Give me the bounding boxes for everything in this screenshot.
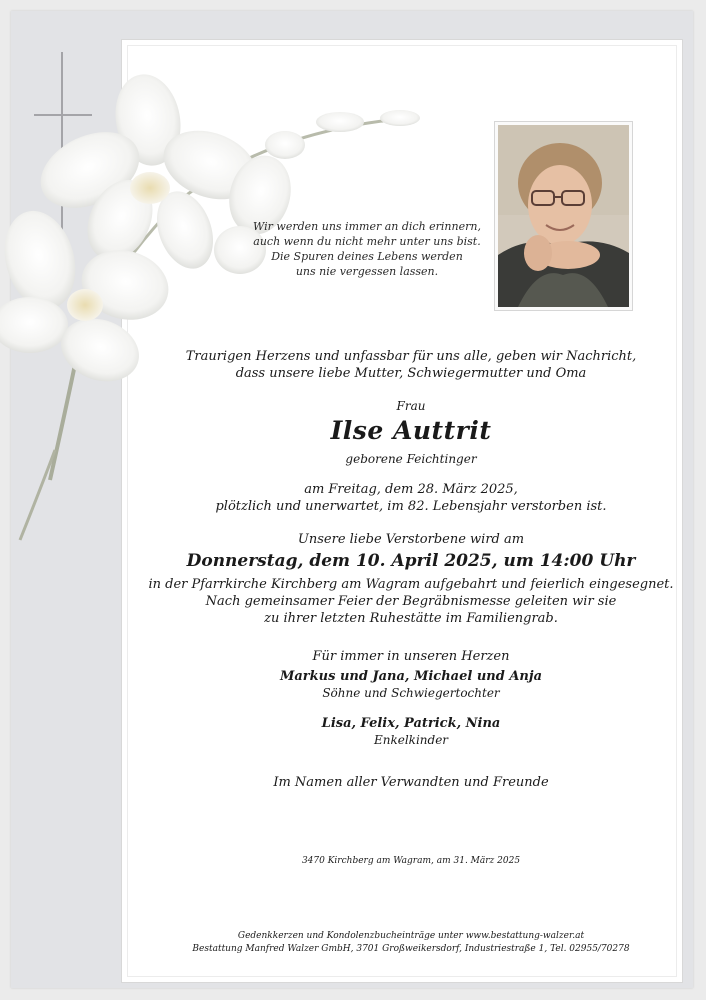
ceremony-date: Donnerstag, dem 10. April 2025, um 14:00 Uhr (186, 551, 636, 571)
memorial-poem (236, 219, 498, 279)
maiden-name: geborene Feichtinger (345, 452, 477, 466)
poem-line: uns nie vergessen lassen. (295, 265, 439, 278)
intro-line: dass unsere liebe Mutter, Schwiegermutter und Oma (235, 366, 587, 381)
closing-text: Im Namen aller Verwandten und Freunde (273, 775, 549, 790)
ceremony-line: Nach gemeinsamer Feier der Begräbnismesse geleiten wir sie (205, 594, 617, 609)
poem-line: Die Spuren deines Lebens werden (271, 250, 463, 263)
place-date: 3470 Kirchberg am Wagram, am 31. März 2025 (301, 856, 521, 866)
deceased-name: Ilse Auttrit (330, 416, 492, 445)
poem-line: auch wenn du nicht mehr unter uns bist. (253, 235, 481, 248)
intro-text (116, 348, 706, 382)
salutation: Frau (396, 399, 426, 413)
ceremony-details (116, 576, 706, 627)
ceremony-line: in der Pfarrkirche Kirchberg am Wagram aufgebahrt und feierlich eingesegnet. (148, 577, 674, 592)
death-line: am Freitag, dem 28. März 2025, (304, 482, 518, 497)
ceremony-line: zu ihrer letzten Ruhestätte im Familiengrab. (264, 611, 558, 626)
mourner-names: Markus und Jana, Michael und Anja (279, 669, 543, 684)
footer-line: Gedenkkerzen und Kondolenzbucheinträge unter www.bestattung-walzer.at (237, 931, 585, 941)
death-notice (116, 481, 706, 515)
death-line: plötzlich und unerwartet, im 82. Lebensjahr verstorben ist. (215, 499, 607, 514)
forever-text: Für immer in unseren Herzen (312, 649, 510, 664)
intro-line: Traurigen Herzens und unfassbar für uns alle, geben wir Nachricht, (185, 349, 637, 364)
mourner-names: Lisa, Felix, Patrick, Nina (321, 716, 501, 731)
mourner-relation: Söhne und Schwiegertochter (322, 686, 500, 700)
footer (116, 930, 706, 956)
ceremony-intro: Unsere liebe Verstorbene wird am (297, 532, 525, 547)
mourner-relation: Enkelkinder (373, 733, 449, 747)
poem-line: Wir werden uns immer an dich erinnern, (253, 220, 481, 233)
portrait-photo (494, 121, 633, 311)
footer-line: Bestattung Manfred Walzer GmbH, 3701 Großweikersdorf, Industriestraße 1, Tel. 02955/70278 (192, 944, 630, 954)
